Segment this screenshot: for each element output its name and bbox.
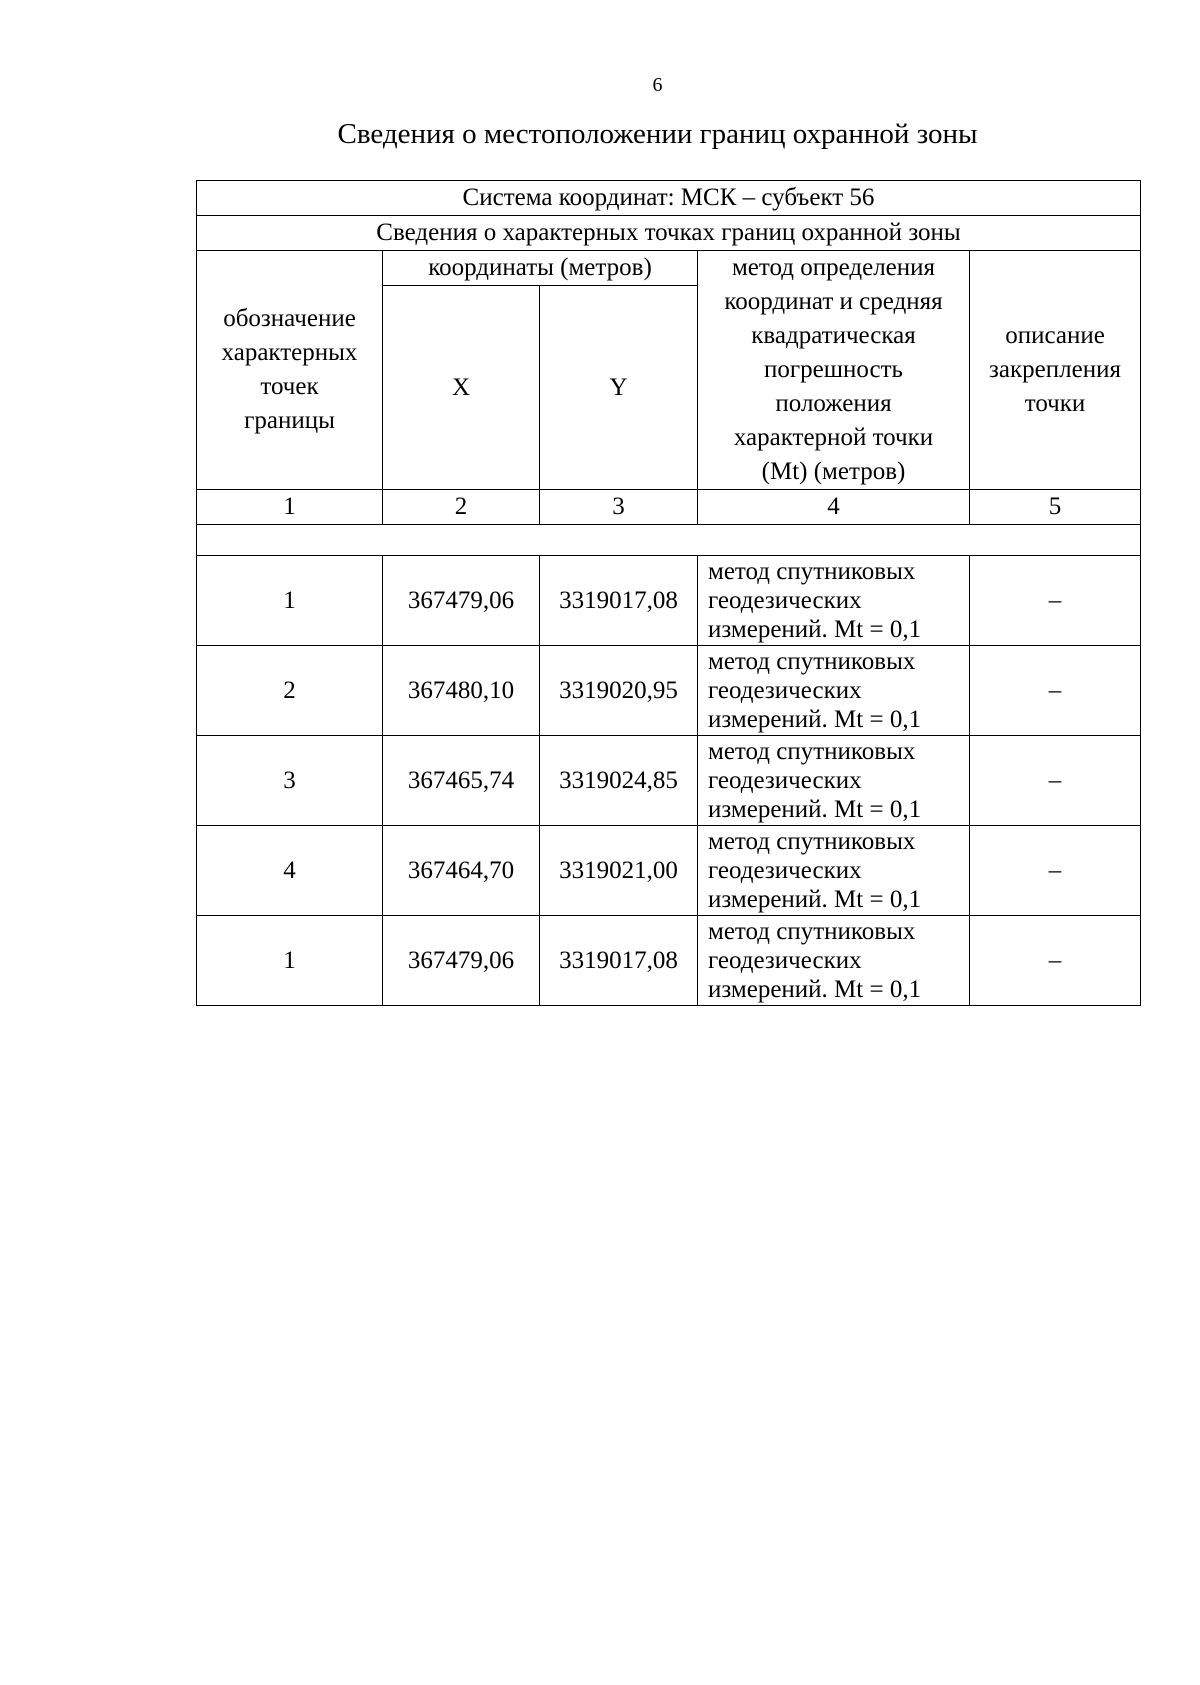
header-line: положения [775, 390, 892, 417]
header-method [698, 251, 970, 490]
method-line: геодезических [708, 947, 862, 974]
header-y: Y [540, 286, 698, 490]
method-line: геодезических [708, 767, 862, 794]
header-line: закрепления [989, 356, 1121, 383]
point-number: 1 [197, 916, 383, 1006]
x-coordinate: 367479,06 [383, 916, 540, 1006]
method-line: геодезических [708, 677, 862, 704]
method-line: измерений. Mt = 0,1 [708, 706, 922, 733]
header-line: координат и средняя [724, 288, 943, 315]
table-row [197, 736, 1141, 826]
column-number: 3 [540, 490, 698, 525]
y-coordinate: 3319017,08 [540, 556, 698, 646]
point-number: 3 [197, 736, 383, 826]
method-cell [698, 916, 970, 1006]
x-coordinate: 367465,74 [383, 736, 540, 826]
header-line: характерных [221, 339, 358, 366]
header-point-designation [197, 251, 383, 490]
y-coordinate: 3319021,00 [540, 826, 698, 916]
point-number: 2 [197, 646, 383, 736]
method-line: метод спутниковых [708, 558, 916, 585]
x-coordinate: 367480,10 [383, 646, 540, 736]
method-cell [698, 826, 970, 916]
method-cell [698, 556, 970, 646]
method-cell [698, 646, 970, 736]
empty-row [197, 525, 1141, 556]
column-number: 2 [383, 490, 540, 525]
header-coordinates: координаты (метров) [383, 251, 698, 286]
column-number: 5 [970, 490, 1141, 525]
method-line: метод спутниковых [708, 918, 916, 945]
header-line: метод определения [731, 254, 936, 281]
points-info-header: Сведения о характерных точках границ охранной зоны [197, 216, 1141, 251]
header-line: границы [244, 407, 335, 434]
table-row [197, 826, 1141, 916]
point-number: 1 [197, 556, 383, 646]
method-line: измерений. Mt = 0,1 [708, 796, 922, 823]
method-line: геодезических [708, 857, 862, 884]
method-line: метод спутниковых [708, 828, 916, 855]
table-row [197, 646, 1141, 736]
table-row [197, 916, 1141, 1006]
method-cell [698, 736, 970, 826]
method-line: метод спутниковых [708, 648, 916, 675]
method-line: измерений. Mt = 0,1 [708, 976, 922, 1003]
header-line: (Mt) (метров) [761, 458, 906, 485]
column-number: 1 [197, 490, 383, 525]
fixing-description: – [970, 916, 1141, 1006]
fixing-description: – [970, 646, 1141, 736]
y-coordinate: 3319024,85 [540, 736, 698, 826]
point-number: 4 [197, 826, 383, 916]
coordinate-system-header: Система координат: МСК – субъект 56 [197, 181, 1141, 216]
method-line: геодезических [708, 587, 862, 614]
page-number: 6 [652, 74, 663, 96]
header-line: точки [1024, 390, 1086, 417]
method-line: измерений. Mt = 0,1 [708, 616, 922, 643]
coordinates-table [196, 180, 1141, 1006]
document-title: Сведения о местоположении границ охранной зоны [337, 118, 978, 150]
x-coordinate: 367464,70 [383, 826, 540, 916]
column-number: 4 [698, 490, 970, 525]
header-line: точек [260, 373, 319, 400]
header-line: обозначение [223, 305, 356, 332]
header-x: X [383, 286, 540, 490]
y-coordinate: 3319017,08 [540, 916, 698, 1006]
header-line: описание [1005, 322, 1105, 349]
method-line: измерений. Mt = 0,1 [708, 886, 922, 913]
header-description [970, 251, 1141, 490]
fixing-description: – [970, 736, 1141, 826]
x-coordinate: 367479,06 [383, 556, 540, 646]
fixing-description: – [970, 826, 1141, 916]
fixing-description: – [970, 556, 1141, 646]
table-row [197, 556, 1141, 646]
y-coordinate: 3319020,95 [540, 646, 698, 736]
header-line: характерной точки [733, 424, 934, 451]
header-line: погрешность [764, 356, 903, 383]
method-line: метод спутниковых [708, 738, 916, 765]
header-line: квадратическая [751, 322, 916, 349]
